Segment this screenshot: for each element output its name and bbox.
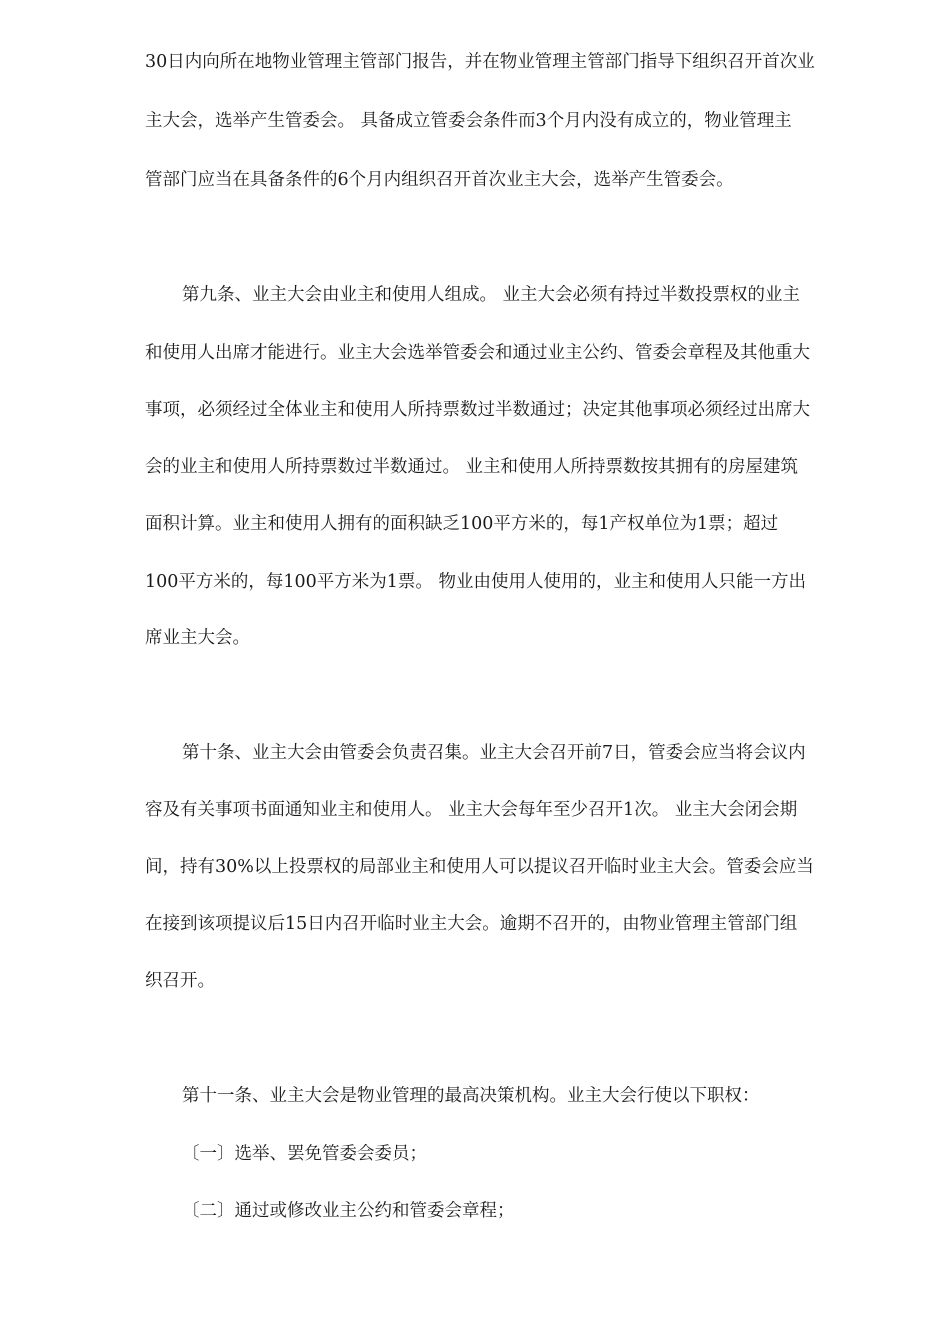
- list-item: 〔一〕选举、罢免管委会委员；: [182, 1144, 427, 1164]
- text-line: 席业主大会。: [145, 628, 250, 648]
- text-line: 和使用人出席才能进行。业主大会选举管委会和通过业主公约、管委会章程及其他重大: [145, 343, 810, 363]
- text-line: 事项，必须经过全体业主和使用人所持票数过半数通过；决定其他事项必须经过出席大: [145, 400, 810, 420]
- text-line: 在接到该项提议后15日内召开临时业主大会。逾期不召开的，由物业管理主管部门组: [145, 914, 798, 934]
- text-line: 管部门应当在具备条件的6个月内组织召开首次业主大会，选举产生管委会。: [145, 170, 734, 190]
- text-line: 面积计算。业主和使用人拥有的面积缺乏100平方米的，每1产权单位为1票；超过: [145, 514, 779, 534]
- article-heading-line: 第十条、业主大会由管委会负责召集。业主大会召开前7日，管委会应当将会议内: [182, 743, 806, 763]
- text-line: 30日内向所在地物业管理主管部门报告，并在物业管理主管部门指导下组织召开首次业: [145, 52, 815, 72]
- list-item: 〔二〕通过或修改业主公约和管委会章程；: [182, 1201, 515, 1221]
- text-line: 织召开。: [145, 971, 215, 991]
- text-line: 间，持有30%以上投票权的局部业主和使用人可以提议召开临时业主大会。管委会应当: [145, 857, 814, 877]
- text-line: 100平方米的，每100平方米为1票。 物业由使用人使用的，业主和使用人只能一方出: [145, 572, 806, 592]
- article-heading-line: 第十一条、业主大会是物业管理的最高决策机构。业主大会行使以下职权：: [182, 1086, 760, 1106]
- text-line: 主大会，选举产生管委会。 具备成立管委会条件而3个月内没有成立的，物业管理主: [145, 111, 792, 131]
- text-line: 会的业主和使用人所持票数过半数通过。 业主和使用人所持票数按其拥有的房屋建筑: [145, 457, 799, 477]
- text-line: 容及有关事项书面通知业主和使用人。 业主大会每年至少召开1次。 业主大会闭会期: [145, 800, 798, 820]
- article-heading-line: 第九条、业主大会由业主和使用人组成。 业主大会必须有持过半数投票权的业主: [182, 285, 801, 305]
